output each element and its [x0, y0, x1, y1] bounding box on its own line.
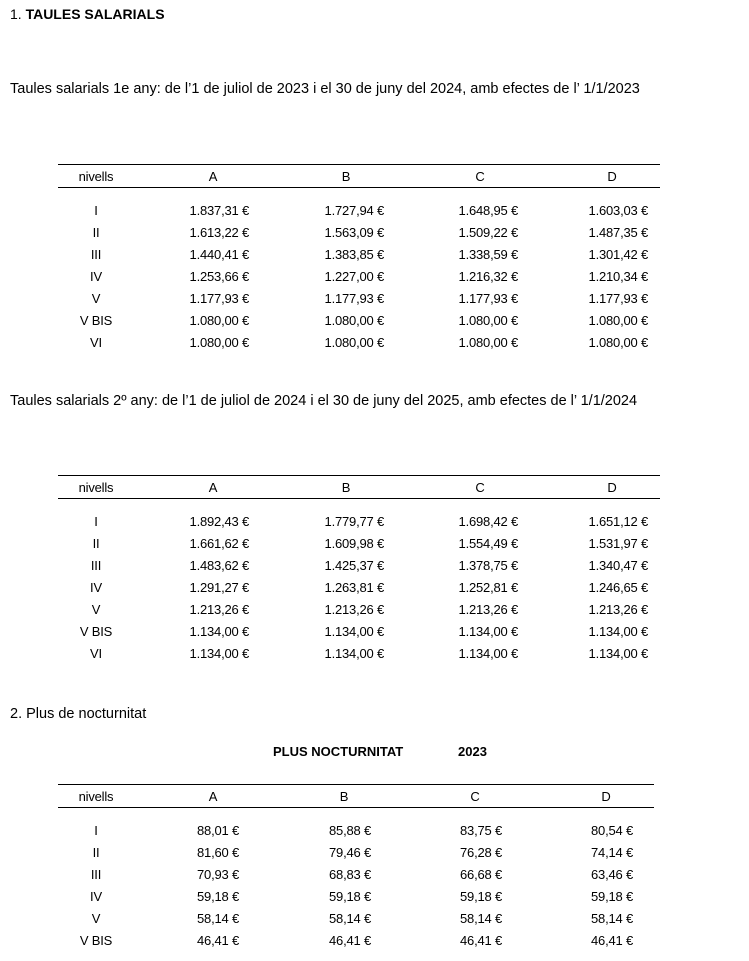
salary-cell: 1.080,00 €: [458, 335, 518, 350]
salary-cell: 1.134,00 €: [189, 624, 249, 639]
salary-cell: 1.892,43 €: [189, 514, 249, 529]
salary-cell: 46,41 €: [591, 933, 633, 948]
salary-cell: 1.216,32 €: [458, 269, 518, 284]
salary-cell: 85,88 €: [329, 823, 371, 838]
night-bonus-title: PLUS NOCTURNITAT: [273, 744, 404, 759]
salary-cell: 1.227,00 €: [324, 269, 384, 284]
column-header: C: [475, 480, 485, 495]
table-header-border: [58, 187, 660, 188]
salary-cell: 58,14 €: [329, 911, 371, 926]
salary-cell: 1.554,49 €: [458, 536, 518, 551]
salary-cell: 1.603,03 €: [588, 203, 648, 218]
salary-cell: 1.253,66 €: [189, 269, 249, 284]
row-level-label: V: [91, 291, 101, 306]
salary-cell: 59,18 €: [197, 889, 239, 904]
column-header: B: [339, 789, 349, 804]
salary-cell: 1.440,41 €: [189, 247, 249, 262]
row-level-label: V: [91, 602, 101, 617]
salary-cell: 59,18 €: [591, 889, 633, 904]
salary-cell: 1.213,26 €: [588, 602, 648, 617]
salary-cell: 1.425,37 €: [324, 558, 384, 573]
row-level-label: III: [90, 867, 102, 882]
salary-cell: 76,28 €: [460, 845, 502, 860]
row-level-label: III: [90, 558, 102, 573]
column-header: nivells: [78, 169, 114, 184]
salary-cell: 1.080,00 €: [189, 313, 249, 328]
row-level-label: V BIS: [79, 624, 113, 639]
row-level-label: I: [94, 823, 98, 838]
salary-cell: 1.378,75 €: [458, 558, 518, 573]
salary-cell: 1.291,27 €: [189, 580, 249, 595]
salary-cell: 1.383,85 €: [324, 247, 384, 262]
salary-cell: 58,14 €: [197, 911, 239, 926]
salary-cell: 1.609,98 €: [324, 536, 384, 551]
salary-cell: 1.213,26 €: [324, 602, 384, 617]
salary-cell: 1.080,00 €: [458, 313, 518, 328]
column-header: nivells: [78, 789, 114, 804]
row-level-label: V BIS: [79, 933, 113, 948]
column-header: nivells: [78, 480, 114, 495]
salary-cell: 1.080,00 €: [588, 313, 648, 328]
salary-cell: 59,18 €: [329, 889, 371, 904]
row-level-label: I: [94, 203, 98, 218]
column-header: A: [208, 169, 218, 184]
table-header-border: [58, 498, 660, 499]
salary-cell: 74,14 €: [591, 845, 633, 860]
row-level-label: II: [92, 536, 100, 551]
salary-cell: 80,54 €: [591, 823, 633, 838]
row-level-label: VI: [90, 335, 102, 350]
salary-cell: 1.134,00 €: [458, 624, 518, 639]
row-level-label: II: [92, 845, 100, 860]
night-bonus-year: 2023: [458, 744, 487, 759]
salary-cell: 46,41 €: [460, 933, 502, 948]
salary-cell: 1.563,09 €: [324, 225, 384, 240]
salary-cell: 1.648,95 €: [458, 203, 518, 218]
salary-cell: 1.134,00 €: [324, 646, 384, 661]
salary-cell: 1.483,62 €: [189, 558, 249, 573]
salary-cell: 1.080,00 €: [324, 335, 384, 350]
column-header: B: [341, 480, 351, 495]
table1-caption: Taules salarials 1e any: de l’1 de juliol de 2023 i el 30 de juny del 2024, amb efectes de l’ 1/1/2023: [10, 81, 640, 97]
salary-cell: 83,75 €: [460, 823, 502, 838]
salary-cell: 88,01 €: [197, 823, 239, 838]
row-level-label: VI: [90, 646, 102, 661]
salary-cell: 1.177,93 €: [588, 291, 648, 306]
salary-cell: 1.338,59 €: [458, 247, 518, 262]
salary-cell: 1.080,00 €: [588, 335, 648, 350]
salary-cell: 1.177,93 €: [458, 291, 518, 306]
salary-cell: 81,60 €: [197, 845, 239, 860]
salary-cell: 1.661,62 €: [189, 536, 249, 551]
section-1-heading: 1. TAULES SALARIALS: [10, 6, 165, 22]
salary-cell: 1.779,77 €: [324, 514, 384, 529]
salary-cell: 1.613,22 €: [189, 225, 249, 240]
salary-cell: 1.651,12 €: [588, 514, 648, 529]
table-top-border: [58, 784, 654, 785]
salary-cell: 58,14 €: [460, 911, 502, 926]
row-level-label: IV: [90, 269, 102, 284]
column-header: D: [607, 169, 617, 184]
salary-cell: 1.531,97 €: [588, 536, 648, 551]
salary-cell: 79,46 €: [329, 845, 371, 860]
row-level-label: III: [90, 247, 102, 262]
table2-caption: Taules salarials 2º any: de l’1 de juliol de 2024 i el 30 de juny del 2025, amb efectes de l’ 1/1/2024: [10, 393, 638, 409]
salary-cell: 1.080,00 €: [324, 313, 384, 328]
row-level-label: V BIS: [79, 313, 113, 328]
salary-cell: 1.727,94 €: [324, 203, 384, 218]
salary-cell: 1.134,00 €: [324, 624, 384, 639]
salary-cell: 46,41 €: [329, 933, 371, 948]
salary-cell: 1.509,22 €: [458, 225, 518, 240]
row-level-label: IV: [90, 580, 102, 595]
table-top-border: [58, 475, 660, 476]
table-header-border: [58, 807, 654, 808]
salary-cell: 1.487,35 €: [588, 225, 648, 240]
salary-cell: 1.340,47 €: [588, 558, 648, 573]
salary-cell: 1.301,42 €: [588, 247, 648, 262]
salary-cell: 63,46 €: [591, 867, 633, 882]
column-header: C: [470, 789, 480, 804]
table-top-border: [58, 164, 660, 165]
salary-cell: 66,68 €: [460, 867, 502, 882]
salary-cell: 1.263,81 €: [324, 580, 384, 595]
column-header: D: [607, 480, 617, 495]
salary-cell: 1.246,65 €: [588, 580, 648, 595]
salary-cell: 1.080,00 €: [189, 335, 249, 350]
salary-cell: 58,14 €: [591, 911, 633, 926]
salary-cell: 46,41 €: [197, 933, 239, 948]
salary-cell: 1.134,00 €: [458, 646, 518, 661]
salary-cell: 1.134,00 €: [588, 646, 648, 661]
salary-cell: 59,18 €: [460, 889, 502, 904]
salary-cell: 1.134,00 €: [189, 646, 249, 661]
column-header: D: [601, 789, 611, 804]
salary-cell: 1.213,26 €: [189, 602, 249, 617]
salary-cell: 70,93 €: [197, 867, 239, 882]
salary-cell: 1.177,93 €: [189, 291, 249, 306]
salary-cell: 68,83 €: [329, 867, 371, 882]
column-header: A: [208, 789, 218, 804]
salary-cell: 1.837,31 €: [189, 203, 249, 218]
column-header: C: [475, 169, 485, 184]
salary-cell: 1.177,93 €: [324, 291, 384, 306]
row-level-label: II: [92, 225, 100, 240]
section-1-title: TAULES SALARIALS: [25, 6, 165, 22]
section-2-heading: 2. Plus de nocturnitat: [10, 706, 147, 722]
salary-cell: 1.252,81 €: [458, 580, 518, 595]
column-header: A: [208, 480, 218, 495]
row-level-label: IV: [90, 889, 102, 904]
salary-cell: 1.698,42 €: [458, 514, 518, 529]
row-level-label: V: [91, 911, 101, 926]
salary-cell: 1.210,34 €: [588, 269, 648, 284]
salary-cell: 1.134,00 €: [588, 624, 648, 639]
salary-cell: 1.213,26 €: [458, 602, 518, 617]
column-header: B: [341, 169, 351, 184]
row-level-label: I: [94, 514, 98, 529]
